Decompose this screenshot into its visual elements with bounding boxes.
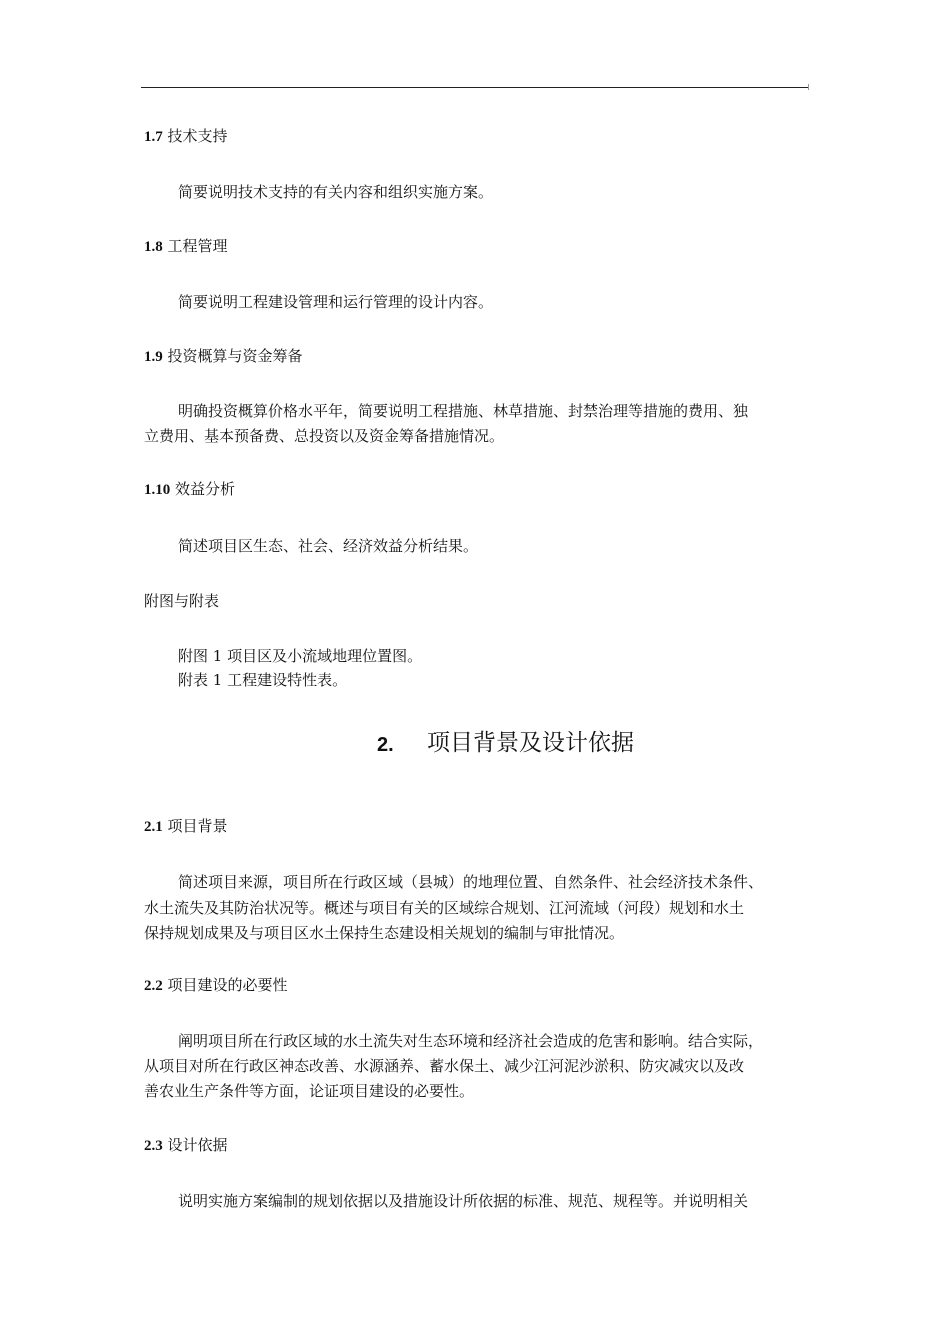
section-heading-2-2 bbox=[144, 974, 288, 997]
section-heading-1-7 bbox=[144, 125, 228, 148]
section-heading-2-1 bbox=[144, 815, 228, 838]
section-title: 设计依据 bbox=[167, 1136, 228, 1154]
paragraph: 简述项目区生态、社会、经济效益分析结果。 bbox=[178, 537, 479, 555]
paragraph-line: 保持规划成果及与项目区水土保持生态建设相关规划的编制与审批情况。 bbox=[144, 924, 625, 942]
paragraph: 简要说明工程建设管理和运行管理的设计内容。 bbox=[178, 293, 494, 311]
paragraph-line: 明确投资概算价格水平年，简要说明工程措施、林草措施、封禁治理等措施的费用、独 bbox=[178, 402, 749, 420]
paragraph-line: 立费用、基本预备费、总投资以及资金筹备措施情况。 bbox=[144, 427, 505, 445]
section-heading-1-8 bbox=[144, 235, 228, 258]
appendix-heading: 附图与附表 bbox=[144, 592, 220, 610]
appendix-item: 附图 1 项目区及小流域地理位置图。 bbox=[178, 647, 423, 665]
paragraph-line: 阐明项目所在行政区域的水土流失对生态环境和经济社会造成的危害和影响。结合实际， bbox=[178, 1032, 764, 1050]
section-title: 项目建设的必要性 bbox=[167, 976, 288, 994]
section-number: 2.2 bbox=[144, 978, 163, 994]
appendix-item: 附表 1 工程建设特性表。 bbox=[178, 671, 348, 689]
paragraph-line: 水土流失及其防治状况等。概述与项目有关的区域综合规划、江河流域（河段）规划和水土 bbox=[144, 899, 745, 917]
section-title: 工程管理 bbox=[167, 237, 228, 255]
paragraph: 简要说明技术支持的有关内容和组织实施方案。 bbox=[178, 183, 494, 201]
header-rule-mark bbox=[808, 84, 809, 90]
chapter-number: 2. bbox=[377, 734, 394, 756]
paragraph-line: 善农业生产条件等方面，论证项目建设的必要性。 bbox=[144, 1082, 475, 1100]
section-heading-1-10 bbox=[144, 478, 235, 501]
section-number: 1.9 bbox=[144, 349, 163, 365]
section-number: 2.3 bbox=[144, 1138, 163, 1154]
paragraph-line: 说明实施方案编制的规划依据以及措施设计所依据的标准、规范、规程等。并说明相关 bbox=[178, 1192, 749, 1210]
section-title: 投资概算与资金筹备 bbox=[167, 347, 303, 365]
paragraph-line: 从项目对所在行政区神态改善、水源涵养、蓄水保土、减少江河泥沙淤积、防灾减灾以及改 bbox=[144, 1057, 745, 1075]
section-number: 2.1 bbox=[144, 819, 163, 835]
section-title: 技术支持 bbox=[167, 127, 228, 145]
paragraph-line: 简述项目来源，项目所在行政区域（县城）的地理位置、自然条件、社会经济技术条件、 bbox=[178, 873, 764, 891]
chapter-title: 项目背景及设计依据 bbox=[427, 730, 634, 756]
section-title: 效益分析 bbox=[175, 480, 236, 498]
section-heading-2-3 bbox=[144, 1134, 228, 1157]
section-number: 1.8 bbox=[144, 239, 163, 255]
header-rule bbox=[141, 87, 809, 88]
section-heading-1-9 bbox=[144, 345, 303, 368]
section-number: 1.7 bbox=[144, 129, 163, 145]
section-title: 项目背景 bbox=[167, 817, 228, 835]
section-number: 1.10 bbox=[144, 482, 171, 498]
